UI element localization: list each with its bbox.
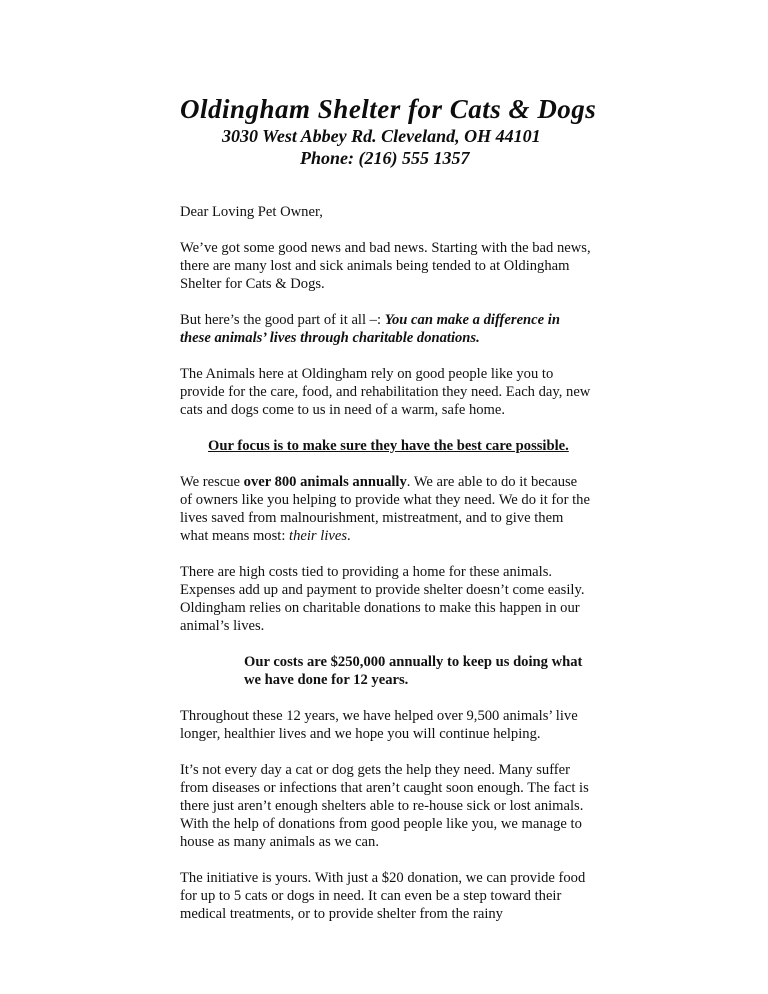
rescue-count: over 800 animals annually — [243, 474, 407, 490]
paragraph-years: Throughout these 12 years, we have helped over 9,500 animals’ live longer, healthier lives and we hope you will continue helping. — [180, 708, 578, 742]
org-name: Oldingham Shelter for Cats & Dogs — [180, 94, 597, 124]
letter-body — [180, 203, 592, 941]
rescue-text-b: . We are able to do it because of owners like you helping to provide what they need. We do it for the lives saved from malnourishment, mistreatment, and to give them what means most: — [180, 474, 590, 544]
paragraph-costs: There are high costs tied to providing a home for these animals. Expenses add up and payment to provide shelter doesn’t come easily. Oldingham relies on charitable donations to make this happen in our animal’s lives. — [180, 564, 585, 634]
org-phone: Phone: (216) 555 1357 — [300, 148, 470, 168]
paragraph-rescue — [180, 473, 592, 545]
letterhead — [180, 94, 600, 168]
org-address: 3030 West Abbey Rd. Cleveland, OH 44101 — [222, 126, 541, 146]
paragraph-initiative: The initiative is yours. With just a $20 donation, we can provide food for up to 5 cats or dogs in need. It can even be a step toward their medical treatments, or to provide shelter from the rainy — [180, 870, 586, 922]
focus-statement: Our focus is to make sure they have the best care possible. — [208, 438, 569, 454]
rescue-text-end: . — [347, 528, 351, 544]
rescue-text-a: We rescue — [180, 474, 244, 490]
costs-statement: Our costs are $250,000 annually to keep us doing what we have done for 12 years. — [244, 654, 583, 688]
rescue-their-lives: their lives — [289, 528, 348, 544]
paragraph-animals: The Animals here at Oldingham rely on good people like you to provide for the care, food, and rehabilitation they need. Each day, new cats and dogs come to us in need of a warm, safe home. — [180, 366, 591, 418]
salutation: Dear Loving Pet Owner, — [180, 204, 323, 220]
paragraph-news: We’ve got some good news and bad news. Starting with the bad news, there are many lost and sick animals being tended to at Oldingham Shelter for Cats & Dogs. — [180, 240, 591, 292]
paragraph-need: It’s not every day a cat or dog gets the help they need. Many suffer from diseases or infections that aren’t caught soon enough. The fact is there just aren’t enough shelters able to re-house sick or lost animals. With the help of donations from good people like you, we manage to house as many animals as we can. — [180, 762, 589, 850]
good-part-lead: But here’s the good part of it all –: — [180, 312, 385, 328]
good-part-emphasis: You can make a difference in these animals’ lives through charitable donations. — [180, 312, 560, 346]
paragraph-good-part — [180, 311, 592, 347]
